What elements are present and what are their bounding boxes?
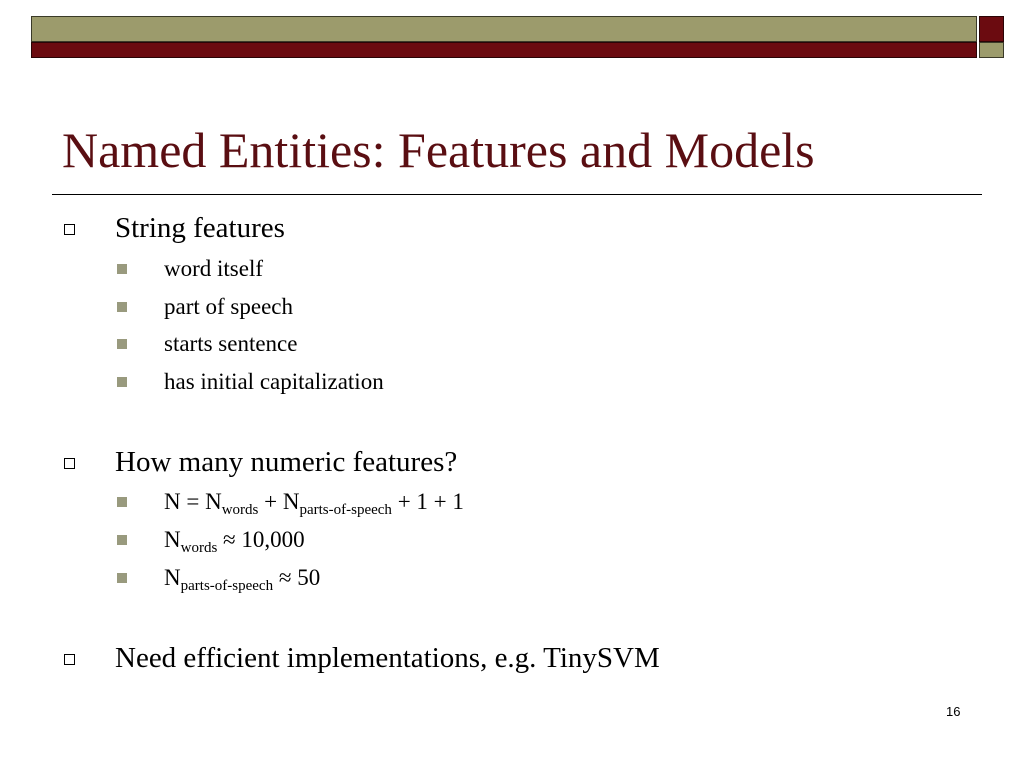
header-band-maroon	[31, 42, 977, 58]
formula-text: + N	[258, 489, 300, 514]
section-heading: Need efficient implementations, e.g. TinySVM	[115, 642, 660, 674]
filled-square-bullet-icon	[117, 535, 127, 545]
formula-text: ≈ 10,000	[217, 527, 305, 552]
formula-item	[164, 488, 464, 516]
formula-text: ≈ 50	[273, 565, 321, 590]
slide-title: Named Entities: Features and Models	[62, 122, 815, 178]
filled-square-bullet-icon	[117, 302, 127, 312]
formula-text: N = N	[164, 489, 222, 514]
formula-text: + 1 + 1	[391, 489, 464, 514]
hollow-square-bullet-icon	[64, 654, 75, 665]
hollow-square-bullet-icon	[64, 458, 75, 469]
filled-square-bullet-icon	[117, 377, 127, 387]
title-divider	[52, 194, 982, 195]
filled-square-bullet-icon	[117, 339, 127, 349]
filled-square-bullet-icon	[117, 573, 127, 583]
list-item: part of speech	[164, 294, 293, 319]
filled-square-bullet-icon	[117, 497, 127, 507]
filled-square-bullet-icon	[117, 264, 127, 274]
hollow-square-bullet-icon	[64, 224, 75, 235]
section-heading: How many numeric features?	[115, 446, 458, 478]
formula-text: N	[164, 565, 181, 590]
formula-item	[164, 526, 305, 554]
list-item: word itself	[164, 256, 264, 281]
header-corner-maroon	[979, 16, 1004, 42]
list-item: starts sentence	[164, 331, 298, 356]
page-number: 16	[946, 704, 961, 719]
list-item: has initial capitalization	[164, 369, 384, 394]
header-band-olive	[31, 16, 977, 42]
formula-subscript: parts-of-speech	[299, 502, 392, 518]
formula-subscript: words	[180, 540, 218, 556]
header-corner-olive	[979, 42, 1004, 58]
section-heading: String features	[115, 212, 285, 244]
formula-item	[164, 564, 320, 592]
formula-subscript: words	[221, 502, 259, 518]
formula-text: N	[164, 527, 181, 552]
formula-subscript: parts-of-speech	[180, 578, 274, 594]
